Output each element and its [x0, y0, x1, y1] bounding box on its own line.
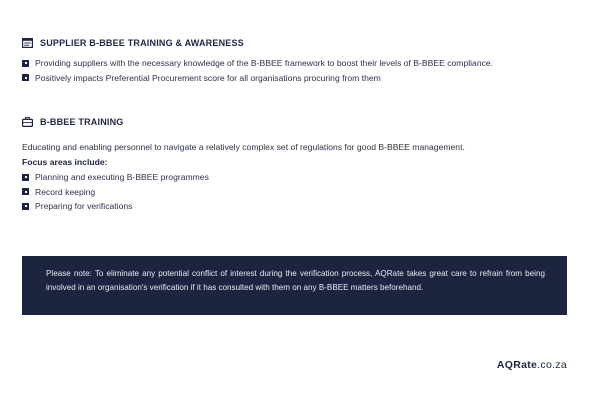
section-intro: Educating and enabling personnel to navigate a relatively complex set of regulations for good B-BBEE management. [22, 142, 465, 152]
section-title: B-BBEE TRAINING [40, 117, 124, 127]
brand-suffix: .co.za [537, 359, 567, 371]
section-bbbee-training [22, 115, 570, 214]
brand-name: AQRate [496, 359, 538, 371]
document-icon [22, 38, 33, 48]
list-item: Positively impacts Preferential Procurement score for all organisations procuring from them [22, 71, 570, 86]
note-box [22, 256, 567, 315]
note-text: Please note: To eliminate any potential conflict of interest during the verification process, AQRate takes great care to refrain from being involved in an organisation's verification if it has consulted with them on any B-BBEE matters beforehand. [46, 269, 545, 293]
brand-logo [497, 359, 567, 371]
list-item: Record keeping [22, 185, 570, 200]
briefcase-icon [22, 117, 33, 127]
focus-label: Focus areas include: [22, 157, 108, 167]
section-header [22, 36, 570, 50]
bullet-icon [22, 174, 29, 181]
bullet-icon [22, 188, 29, 195]
bullet-icon [22, 60, 29, 67]
section-title: SUPPLIER B-BBEE TRAINING & AWARENESS [40, 38, 244, 48]
bullet-icon [22, 203, 29, 210]
list-item: Providing suppliers with the necessary knowledge of the B-BBEE framework to boost their levels of B-BBEE compliance. [22, 56, 570, 71]
bullet-icon [22, 74, 29, 81]
list-item: Planning and executing B-BBEE programmes [22, 170, 570, 185]
section-supplier-training [22, 36, 570, 85]
section-header [22, 115, 570, 129]
list-item: Preparing for verifications [22, 199, 570, 214]
